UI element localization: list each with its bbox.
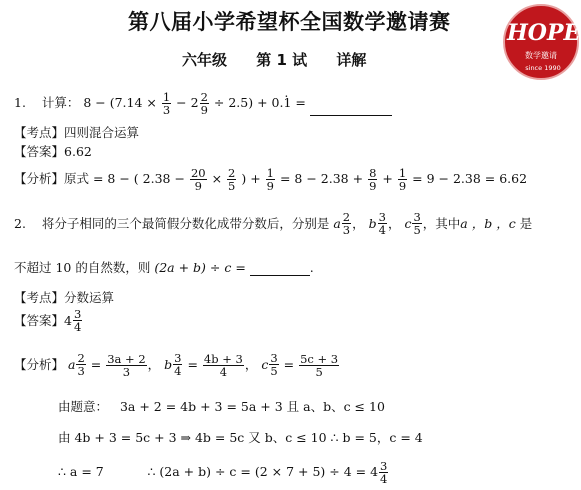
q2-number: 2. [14,216,26,232]
q1-answer: 【答案】6.62 [14,144,92,159]
q2-step-1: 由题意： 3a + 2 = 4b + 3 = 5a + 3 且 a、b、c ≤ 10 [58,399,385,414]
q2-step-3: ∴ a = 7 ∴ (2a + b) ÷ c = (2 × 7 + 5) ÷ 4 = 4 $\frac{3}{4}$ [58,459,388,487]
hope-cup-logo [501,2,581,82]
q2-line-2: 不超过 10 的自然数，则 (2a + b) ÷ c = . [14,260,314,275]
q1-an-frac-2: $\frac{2}{5}$ [228,166,236,194]
detail-label: 详解 [336,51,367,69]
q1-repeating-digit: 1 . [283,95,291,110]
q1-an-frac-3: $\frac{1}{9}$ [266,166,274,194]
q1-an-frac-5: $\frac{1}{9}$ [398,166,407,194]
q2-mixed-a: a $\frac{2}{3}$ [333,210,351,238]
grade-label: 六年级 [182,51,228,69]
q2-mixed-b: b $\frac{3}{4}$ [368,210,386,238]
q2-analysis: 【分析】 a $\frac{2}{3}$ = $\frac{3a + 2}{3}$ ， b $\frac{3}{4}$ = $\frac{4b + 3}{4}$ ， c $\frac{3}{5}$ = $\frac{5c + 3}{5}$ [14,351,339,380]
q1-eq: = [295,95,306,111]
q2-answer-blank [250,263,310,276]
q1-kaodian: 【考点】四则混合运算 [14,125,140,140]
q1-an-frac-1: $\frac{20}{9}$ [190,166,206,194]
q1-mid1: − 2 [176,95,199,111]
q2-step-2: 由 4b + 3 = 5c + 3 ⇒ 4b = 5c 又 b、c ≤ 10 ∴ b = 5，c = 4 [58,430,423,445]
q1-frac-2: $\frac{2}{9}$ [200,90,208,118]
q1-an-frac-4: $\frac{8}{9}$ [369,166,377,194]
q1-expr-start: 8 − (7.14 × [83,95,157,111]
page-title: 第八届小学希望杯全国数学邀请赛 [128,10,451,34]
logo-brand: HOPE [507,20,581,46]
q2-line-1: 2. 将分子相同的三个最简假分数化成带分数后，分别是 a $\frac{2}{3}$ ， b $\frac{3}{4}$ ， c $\frac{3}{5}$ ，其中a ，b ，c 是 [14,210,533,238]
logo-motto: 数学邀请 [525,51,557,60]
round-label: 第 1 试 [256,51,308,69]
q1-number: 1. [14,95,26,111]
q1-mid2: ÷ 2.5) + 0. [213,95,284,111]
q1-analysis: 【分析】原式 = 8 − ( 2.38 − $\frac{20}{9}$ × $\frac{2}{5}$ ) + $\frac{1}{9}$ = 8 − 2.38 + $\frac{8}{9}$ + $\frac{1}{9}$ = 9 − 2.38 = 6.62 [14,166,528,194]
page-subtitle [182,49,366,70]
q1-line [14,91,392,116]
q2-kaodian: 【考点】分数运算 [14,290,115,305]
q2-mixed-c: c $\frac{3}{5}$ [404,210,421,238]
logo-since: since 1990 [525,64,561,72]
q1-answer-blank [310,103,392,116]
q1-frac-1: $\frac{1}{3}$ [162,90,171,118]
q1-prompt: 计算： [41,95,80,111]
q2-answer: 【答案】 4 $\frac{3}{4}$ [14,307,82,335]
